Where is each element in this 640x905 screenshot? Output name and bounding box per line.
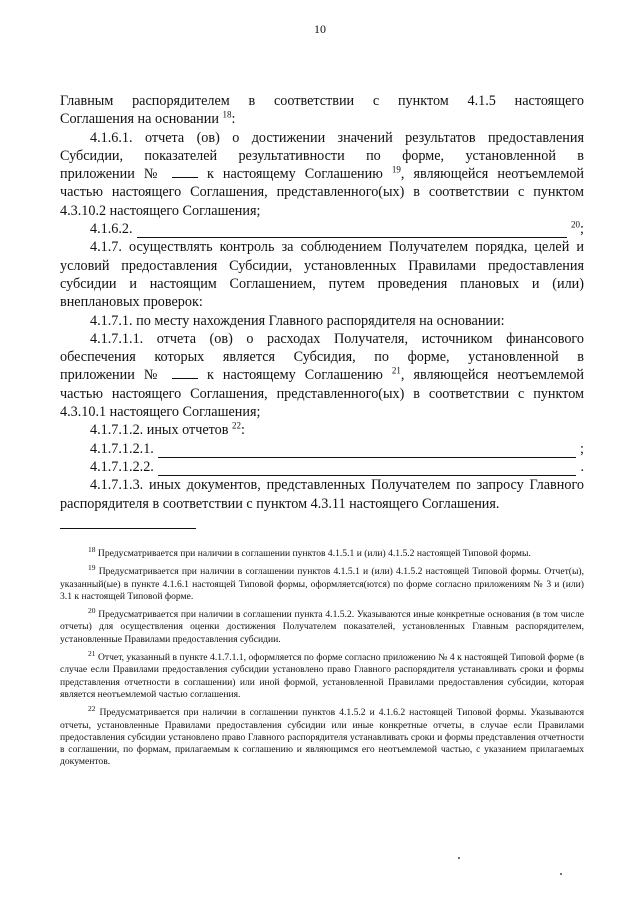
clause-4-1-7: 4.1.7. осуществлять контроль за соблюдением Получателем порядка, целей и условий предоставления Субсидии, установленных Правилами предоставления субсидии и настоящим Соглашением, путем проведения плановых и (или) внеплановых проверок: (60, 239, 584, 311)
clause-4-1-6-1-line2: Субсидии, показателей результативности по форме, установленной в (60, 147, 584, 164)
clause-4-1-7-1-1-line3: приложении № к настоящему Соглашению $^{21}$, являющейся неотъемлемой (60, 365, 585, 384)
clause-4-1-7-1: 4.1.7.1. по месту нахождения Главного распорядителя на основании: (90, 312, 505, 329)
clause-4-1-7-1-3: 4.1.7.1.3. иных документов, представленных Получателем по запросу Главного распорядителя в соответствии с пунктом 4.3.11 настоящего Соглашения. (60, 477, 584, 512)
page-number: 10 (314, 22, 326, 36)
footnote-ref-18[interactable]: 18 (222, 109, 232, 120)
clause-4-1-7-1-1-rest: частью настоящего Соглашения, представленного(ых) в соответствии с пунктом 4.3.10.1 настоящего Соглашения; (60, 385, 584, 421)
clause-4-1-6-1-line3: приложении № к настоящему Соглашению $^{19}$, являющейся неотъемлемой (60, 164, 585, 183)
main-text (60, 92, 584, 513)
scan-speck (560, 873, 562, 875)
clause-4-1-6-1-line1: 4.1.6.1. отчета (ов) о достижении значений результатов предоставления (90, 129, 584, 146)
blank-field (172, 167, 198, 178)
footnote-ref-20[interactable]: 20 (571, 219, 581, 230)
footnote-19: $^{19}$ Предусматривается при наличии в соглашении пунктов 4.1.5.1 и (или) 4.1.5.2 настоящей Типовой формы. Отчет(ы), указанный(ые) в пункте 4.1.6.1 настоящей Типовой формы, оформляется(ются) по форме согласно приложениям № 3 и (или) 3.1 к настоящей Типовой форме. (60, 563, 584, 602)
footnote-21: $^{21}$ Отчет, указанный в пункте 4.1.7.1.1, оформляется по форме согласно приложению № 4 к настоящей Типовой форме (в случае если Правилами предоставления субсидии установлено право Главного распорядителя устанавливать сроки и формы представления отчетности в соглашении) или иной формой, установленной Правилами предоставления субсидии, которая является неотъемлемой частью соглашения. (60, 648, 584, 700)
scan-speck (458, 857, 460, 859)
footnotes (60, 544, 584, 775)
footnote-20: $^{20}$ Предусматривается при наличии в соглашении пункта 4.1.5.2. Указываются иные конкретные основания (в том числе отчеты) для осуществления оценки достижения Получателем показателей, установленных Главным распорядителем, установленные Правилами предоставления субсидии. (60, 606, 584, 645)
fill-line (137, 225, 567, 238)
clause-4-1-7-1-2: 4.1.7.1.2. иных отчетов $^{22}$: (90, 420, 245, 439)
footnote-ref-21[interactable]: 21 (391, 365, 401, 376)
blank-field (172, 368, 198, 379)
clause-4-1-6-2: 4.1.6.2. $^{20}$; (90, 219, 584, 238)
footnote-separator (60, 528, 196, 529)
footnote-ref-22[interactable]: 22 (232, 420, 241, 431)
paragraph-continuation: Главным распорядителем в соответствии с пунктом 4.1.5 настоящего (60, 93, 584, 109)
clause-4-1-7-1-1-line2: обеспечения которых является Субсидия, по форме, установленной в (60, 349, 584, 366)
footnote-22: $^{22}$ Предусматривается при наличии в соглашении пунктов 4.1.5.2 и 4.1.6.2 настоящей Типовой формы. Указываются отчеты, установленные Правилами предоставления субсидии или иные конкретные отчеты, в случае если Правилами предоставления субсидии установлено право Главного распорядителя устанавливать сроки и формы представления отчетности в соглашении, по формам, прилагаемым к соглашению и являющимся его неотъемлемой частью, с указанием прилагаемых документов. (60, 704, 584, 768)
paragraph-continuation-end: Соглашения на основании $^{18}$: (60, 109, 236, 128)
clause-4-1-7-1-2-1: 4.1.7.1.2.1. ; (90, 440, 584, 457)
footnote-18: $^{18}$ Предусматривается при наличии в соглашении пунктов 4.1.5.1 и (или) 4.1.5.2 настоящей Типовой формы. (88, 544, 531, 559)
clause-4-1-7-1-2-2: 4.1.7.1.2.2. . (90, 458, 584, 475)
clause-4-1-7-1-1-line1: 4.1.7.1.1. отчета (ов) о расходах Получателя, источником финансового (90, 330, 584, 347)
footnote-ref-19[interactable]: 19 (391, 164, 401, 175)
fill-line (158, 463, 577, 476)
clause-4-1-6-1-rest: частью настоящего Соглашения, представленного(ых) в соответствии с пунктом 4.3.10.2 настоящего Соглашения; (60, 184, 584, 219)
fill-line (158, 445, 576, 458)
